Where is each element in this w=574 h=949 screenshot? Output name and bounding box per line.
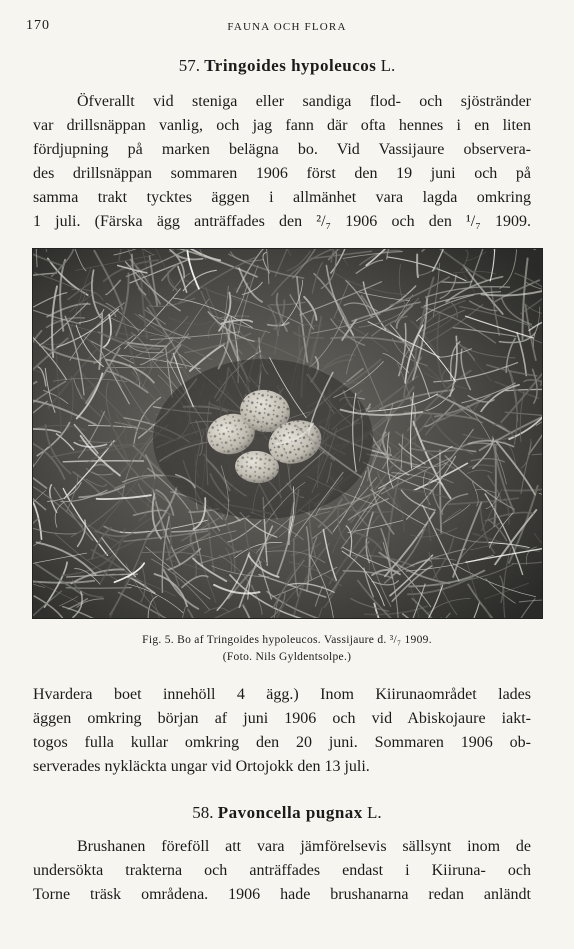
paragraph-drillsnappan <box>33 90 531 234</box>
text-line: undersökta trakterna och anträffades endast i Kiiruna- och <box>33 862 531 879</box>
text-line: fördjupning på marken belägna bo. Vid Vassijaure observera- <box>33 141 531 158</box>
species-name: Pavoncella pugnax <box>217 803 363 822</box>
text-line: des drillsnäppan sommaren 1906 först den 19 juni och på <box>33 165 531 182</box>
text-line: 1 juli. (Färska ägg anträffades den ²/₇ 1906 och den ¹/₇ 1909. <box>33 213 531 230</box>
text-line: Brushanen föreföll att vara jämförelsevis sällsynt inom de <box>77 838 531 855</box>
text-line: togos fulla kullar omkring den 20 juni. Sommaren 1906 ob- <box>33 734 531 751</box>
text-line: var drillsnäppan vanlig, och jag fann där ofta hennes i en liten <box>33 117 531 134</box>
species-name: Tringoides hypoleucos <box>204 56 377 75</box>
section-number: 58. <box>192 803 214 822</box>
figure-caption <box>0 632 574 666</box>
caption-credit: (Foto. Nils Gyldentsolpe.) <box>222 651 352 663</box>
section-number: 57. <box>178 56 200 75</box>
species-author: L. <box>380 56 396 75</box>
text-line: Torne träsk områdena. 1906 hade brushanarna redan anländt <box>33 886 531 903</box>
caption-line: Fig. 5. Bo af Tringoides hypoleucos. Vassijaure d. ³/₇ 1909. <box>142 634 432 646</box>
paragraph-continued <box>33 683 531 779</box>
section-heading-57 <box>0 56 574 76</box>
section-heading-58 <box>0 803 574 823</box>
text-line: äggen omkring början af juni 1906 och vid Abiskojaure iakt- <box>33 710 531 727</box>
text-line: samma trakt tycktes äggen i allmänhet vara lagda omkring <box>33 189 531 206</box>
text-line: serverades nykläckta ungar vid Ortojokk den 13 juli. <box>33 758 370 775</box>
paragraph-brushanen <box>33 835 531 907</box>
text-line: Öfverallt vid steniga eller sandiga flod- och sjöstränder <box>77 93 531 110</box>
species-author: L. <box>367 803 382 822</box>
nest-photo-illustration <box>33 249 542 618</box>
text-line: Hvardera boet innehöll 4 ägg.) Inom Kiirunaområdet lades <box>33 686 531 703</box>
running-head: FAUNA OCH FLORA <box>227 21 347 33</box>
page-number: 170 <box>26 18 50 33</box>
nest-photograph <box>32 248 543 619</box>
